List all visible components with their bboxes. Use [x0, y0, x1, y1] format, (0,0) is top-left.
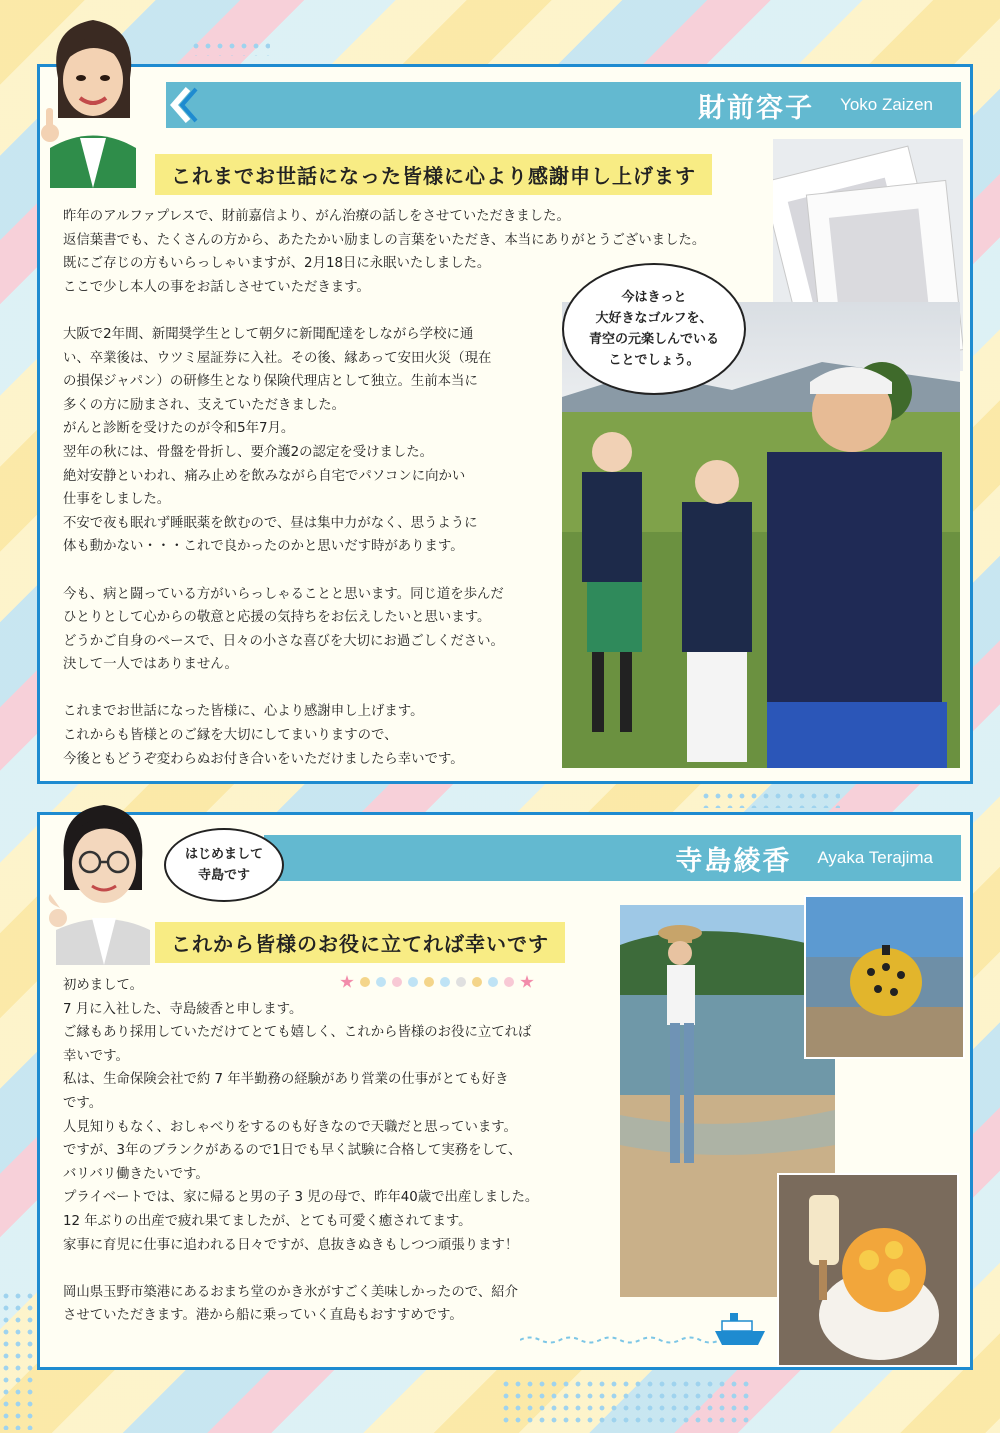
name-bar [264, 835, 961, 881]
headline: これから皆様のお役に立てれば幸いです [155, 922, 565, 963]
speech-bubble: 今はきっと 大好きなゴルフを、 青空の元楽しんでいる ことでしょう。 [562, 263, 746, 395]
person-name: 財前容子 [698, 92, 815, 124]
avatar-zaizen [38, 8, 148, 188]
person-name-en: Ayaka Terajima [817, 848, 933, 867]
chevron-left-icon [162, 85, 202, 125]
text-line: 家事に育児に仕事に追われる日々ですが、息抜きぬきもしつつ頑張ります！ [63, 1237, 519, 1253]
text-line: どうかご自身のペースで、日々の小さな喜びを大切にお過ごしください。 [63, 633, 504, 649]
text-line: これまでお世話になった皆様に、心より感謝申し上げます。 [63, 704, 424, 720]
text-line: 返信葉書でも、たくさんの方から、あたたかい励ましの言葉をいただき、本当にありがとうございました。 [63, 232, 706, 248]
text-line: 幸いです。 [63, 1048, 129, 1064]
text-line: 絶対安静といわれ、痛み止めを飲みながら自宅でパソコンに向かい [63, 468, 466, 484]
background-dots [190, 40, 270, 56]
text-line: 初めまして。 [63, 978, 144, 993]
text-line: ひとりとして心からの敬意と応援の気持ちをお伝えしたいと思います。 [63, 610, 491, 626]
text-line: バリバリ働きたいです。 [63, 1166, 209, 1182]
background-dots [700, 790, 840, 808]
text-line: 決して一人ではありません。 [63, 657, 238, 673]
text-line: 昨年のアルファプレスで、財前嘉信より、がん治療の話しをさせていただきました。 [63, 209, 570, 224]
text-line: い、卒業後は、ウツミ屋証券に入社。その後、縁あって安田火災（現在 [63, 350, 492, 366]
text-line: 大阪で2年間、新聞奨学生として朝夕に新聞配達をしながら学校に通 [63, 326, 474, 342]
person-name-en: Yoko Zaizen [840, 95, 933, 114]
text-line: これからも皆様とのご縁を大切にしてまいりますので、 [63, 728, 398, 744]
text-line: 今後ともどうぞ変わらぬお付き合いをいただけましたら幸いです。 [63, 751, 464, 767]
speech-bubble: はじめまして 寺島です [164, 828, 284, 902]
background-dots [500, 1378, 750, 1428]
profile-panel-zaizen [37, 64, 973, 784]
name-bar [166, 82, 961, 128]
text-line: ですが、3年のブランクがあるので1日でも早く試験に合格して実務をして、 [63, 1143, 522, 1159]
text-line: ご縁もあり採用していただけてとても嬉しく、これから皆様のお役に立てれば [63, 1025, 532, 1041]
text-line: の損保ジャパン）の研修生となり保険代理店として独立。生前本当に [63, 374, 478, 390]
shaved-ice-photo [777, 1173, 959, 1367]
pumpkin-photo [804, 895, 965, 1059]
text-line: 体も動かない・・・これで良かったのかと思いだす時があります。 [63, 539, 464, 555]
ship-icon [520, 1305, 780, 1355]
text-line: 12 年ぶりの出産で疲れ果てましたが、とても可愛く癒されてます。 [63, 1213, 472, 1229]
profile-panel-terajima [37, 812, 973, 1370]
text-line: です。 [63, 1095, 103, 1111]
text-line: 岡山県玉野市築港にあるおまち堂のかき氷がすごく美味しかったので、紹介 [63, 1284, 519, 1300]
text-line: 翌年の秋には、骨盤を骨折し、要介護2の認定を受けました。 [63, 444, 434, 460]
text-line: させていただきます。港から船に乗っていく直島もおすすめです。 [63, 1308, 463, 1324]
text-line: 私は、生命保険会社で約 7 年半勤務の経験があり営業の仕事がとても好き [63, 1072, 509, 1088]
text-line: 多くの方に励まされ、支えていただきました。 [63, 397, 346, 413]
text-line: プライベートでは、家に帰ると男の子 3 児の母で、昨年40歳で出産しました。 [63, 1190, 539, 1206]
background-dots [0, 1290, 37, 1430]
text-line: 人見知りもなく、おしゃべりをするのも好きなので天職だと思っています。 [63, 1119, 517, 1135]
text-line: ここで少し本人の事をお話しさせていただきます。 [63, 279, 370, 295]
body-text [63, 974, 623, 1328]
avatar-terajima [44, 790, 162, 965]
text-line: 7 月に入社した、寺島綾香と申します。 [63, 1001, 303, 1017]
text-line: 仕事をしました。 [63, 492, 171, 508]
headline: これまでお世話になった皆様に心より感謝申し上げます [155, 154, 712, 195]
person-name: 寺島綾香 [675, 845, 792, 877]
text-line: がんと診断を受けたのが令和5年7月。 [63, 421, 295, 437]
text-line: 既にご存じの方もいらっしゃいますが、2月18日に永眠いたしました。 [63, 256, 491, 272]
text-line: 不安で夜も眠れず睡眠薬を飲むので、昼は集中力がなく、思うように [63, 515, 478, 531]
text-line: 今も、病と闘っている方がいらっしゃることと思います。同じ道を歩んだ [63, 586, 504, 602]
